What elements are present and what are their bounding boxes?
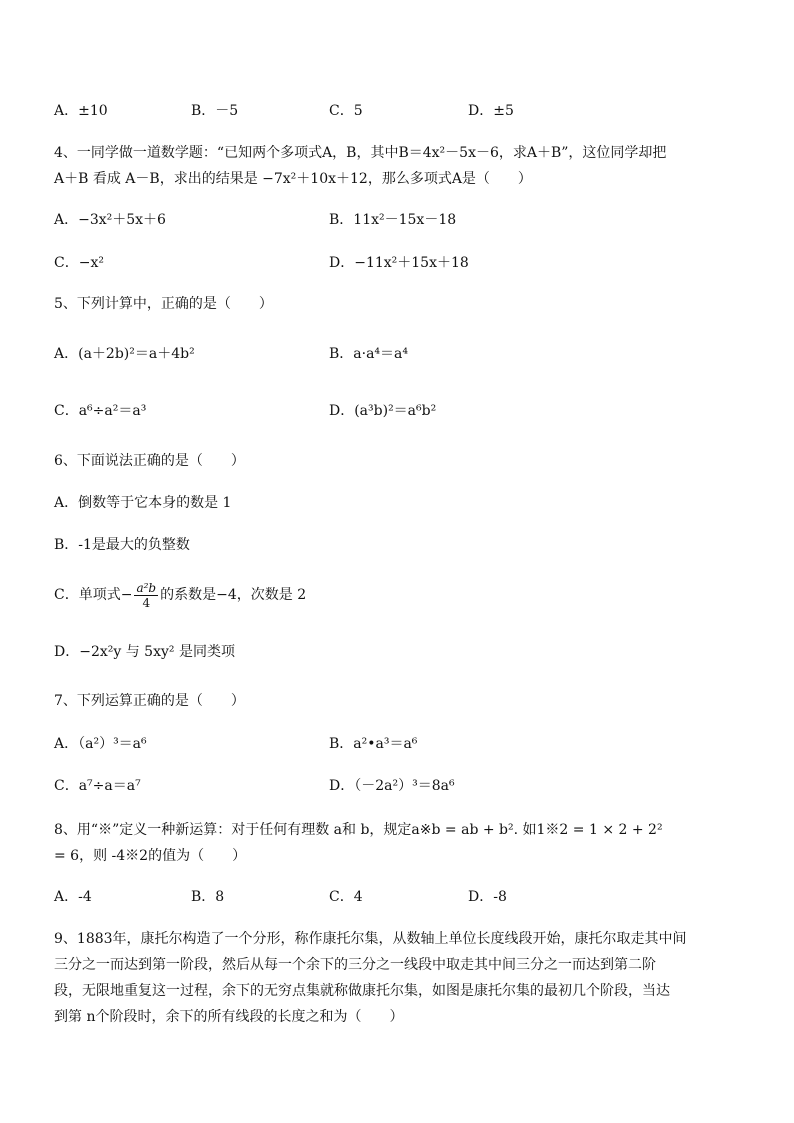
- q8-stem-line2: = 6，则 -4※2的值为（ ）: [54, 848, 247, 864]
- q5-option-d: D．(a³b)²＝a⁶b²: [329, 403, 437, 419]
- q4-stem-line1: 4、一同学做一道数学题：“已知两个多项式A，B，其中B＝4x²－5x－6，求A＋B”，这位同学却把: [54, 145, 667, 161]
- q4-stem-line2: A＋B 看成 A－B，求出的结果是 −7x²＋10x＋12，那么多项式A是（ ）: [54, 171, 532, 187]
- q9-stem-line3: 段，无限地重复这一过程，余下的无穷点集就称做康托尔集，如图是康托尔集的最初几个阶段，当达: [54, 983, 670, 999]
- question-9: [54, 926, 744, 1030]
- q7-option-c: C．a⁷÷a＝a⁷: [54, 778, 141, 794]
- q7-stem: 7、下列运算正确的是（ ）: [54, 693, 245, 709]
- q8-option-a: A．-4: [54, 889, 92, 905]
- q6-option-c-fraction: [134, 581, 158, 610]
- q5-option-a: A．(a＋2b)²＝a＋4b²: [54, 346, 195, 362]
- q8-option-b: B．8: [191, 889, 225, 905]
- question-8: [54, 817, 744, 869]
- q6-option-a: A．倒数等于它本身的数是 1: [54, 495, 232, 511]
- q9-stem-line4: 到第 n个阶段时，余下的所有线段的长度之和为（ ）: [54, 1009, 404, 1025]
- q6-stem: 6、下面说法正确的是（ ）: [54, 453, 245, 469]
- q3-option-d: D．±5: [468, 103, 514, 119]
- q6-option-c-denominator: 4: [142, 595, 151, 610]
- q6-option-c-prefix: C．单项式: [54, 587, 121, 603]
- q8-option-c: C．4: [329, 889, 363, 905]
- q7-option-d: D．（－2a²）³＝8a⁶: [329, 778, 455, 794]
- q6-option-d: D．−2x²y 与 5xy² 是同类项: [54, 644, 235, 660]
- q5-stem: 5、下列计算中，正确的是（ ）: [54, 296, 273, 312]
- q6-option-c: C．单项式− $\frac{\text{a²b}}{4}$ 的系数是−4，次数是 2: [54, 580, 307, 610]
- q7-option-a: A．（a²）³＝a⁶: [54, 736, 147, 752]
- question-4: [54, 140, 744, 192]
- q5-option-c: C．a⁶÷a²＝a³: [54, 403, 147, 419]
- q6-option-b: B．-1是最大的负整数: [54, 537, 190, 553]
- q5-option-b: B．a·a⁴＝a⁴: [329, 346, 409, 362]
- q3-option-c: C．5: [329, 103, 363, 119]
- q9-stem-line2: 三分之一而达到第一阶段，然后从每一个余下的三分之一线段中取走其中间三分之一而达到第二阶: [54, 957, 656, 973]
- q3-option-a: A．±10: [54, 103, 108, 119]
- q8-stem-line1: 8、用“※”定义一种新运算：对于任何有理数 a和 b，规定a※b = ab + b². 如1※2 = 1 × 2 + 2²: [54, 822, 663, 838]
- q6-option-c-suffix: 的系数是−4，次数是 2: [160, 587, 307, 603]
- q4-option-b: B．11x²－15x－18: [329, 212, 457, 228]
- q9-stem-line1: 9、1883年，康托尔构造了一个分形，称作康托尔集，从数轴上单位长度线段开始，康托尔取走其中间: [54, 931, 687, 947]
- q4-option-d: D．−11x²＋15x＋18: [329, 255, 469, 271]
- q4-option-a: A．−3x²＋5x＋6: [54, 212, 166, 228]
- q4-option-c: C．−x²: [54, 255, 104, 271]
- q3-option-b: B．－5: [191, 103, 239, 119]
- q8-option-d: D．-8: [468, 889, 507, 905]
- q7-option-b: B．a²•a³＝a⁶: [329, 736, 418, 752]
- q6-option-c-numerator: a²b: [136, 580, 157, 595]
